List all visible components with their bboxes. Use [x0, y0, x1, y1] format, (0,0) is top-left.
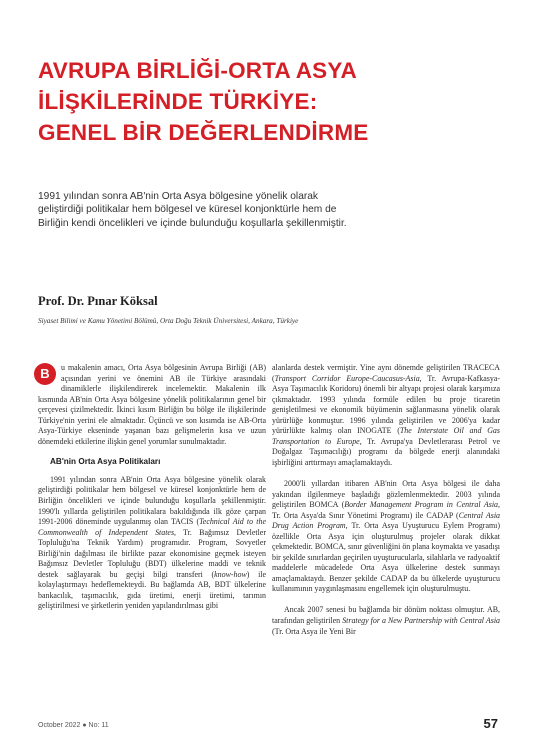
author-affiliation: Siyaset Bilimi ve Kamu Yönetimi Bölümü, Orta Doğu Teknik Üniversitesi, Ankara, Türkiye [38, 317, 299, 325]
author-name: Prof. Dr. Pınar Köksal [38, 294, 158, 308]
title-line-1: AVRUPA BİRLİĞİ-ORTA ASYA [38, 58, 357, 83]
text-run: Ancak 2007 senesi bu bağlamda bir dönüm noktası olmuştur. AB, tarafından geliştirilen [272, 605, 500, 626]
left-column [38, 363, 266, 612]
article-title [38, 55, 508, 148]
abstract-line-2: geliştirdiği politikalar hem bölgesel ve küresel konjonktürle hem de [38, 204, 337, 216]
text-run: ) ile kolaylaştırmayı hedeflemekteydi. Bu bağlamda AB, BDT ülkelerine bankacılık, taşımacılık, gıda üretimi, enerji üretimi, tarımın geliştirilmesi ve şirketlerin yeniden yapılandırılması gibi [38, 569, 266, 611]
text-run: , Tr. Avrupa'ya Devletlerarası Petrol ve Doğalgaz Taşımacılığı) programı da bölgede enerji alanındaki işbirliğini arttırmayı amaçlamaktaydı. [272, 436, 500, 467]
right-column [272, 363, 500, 637]
body-paragraph-2 [272, 363, 500, 468]
text-run: , Tr. Bağımsız Devletler Topluluğu'na Teknik Yardım) programıdır. Program, Sovyetler Birliği'nin dağılması ile birlikte pazar ekonomisine geçmek isteyen Bağımsız Devletler Topluluğu (BDT) ülkelerine maddi ve teknik destek sağlayarak bu geçişi bilgi transferi ( [38, 527, 266, 579]
abstract-line-1: 1991 yılından sonra AB'nin Orta Asya bölgesine yönelik olarak [38, 191, 319, 202]
intro-paragraph [38, 363, 266, 447]
text-run: 2000'li yıllardan itibaren AB'nin Orta Asya bölgesi ile daha yakından ilgilenmeye başladığı gözlemlenmektedir. 2003 yılında geliştirilen BOMCA ( [272, 478, 500, 510]
article-abstract [38, 190, 508, 230]
page-number: 57 [483, 716, 498, 731]
body-paragraph-1 [38, 475, 266, 612]
text-run: (Tr. Orta Asya ile Yeni Bir [272, 626, 356, 636]
intro-text: u makalenin amacı, Orta Asya bölgesinin Avrupa Birliği (AB) açısından yerini ve önemini AB ile Türkiye arasındaki dinamiklerle ilişkilendirerek incelemektir. Makalenin ilk kısmında AB'nin Orta Asya bölgesine yönelik politikalarının genel bir çerçevesi çizilmektedir. İkinci kısım Birliğin bu bölge ile ilişkilerinde Türkiye'nin yerini ele almaktadır. Üçüncü ve son kısımda ise AB-Orta Asya-Türkiye ekseninde yaşanan bazı gelişmelerin kısa ve uzun dönemdeki etkilerine ilişkin genel yorumlar sunulmaktadır. [38, 363, 266, 446]
paragraph-gap [272, 468, 500, 479]
text-run: , Tr. Avrupa-Kafkasya-Asya Taşımacılık Koridoru) önemli bir altyapı projesi olarak karşımıza çıkmaktadır. 1993 yılında formüle edilen bu proje ticaretin genişletilmesi ve ekonomik büyümenin sağlanmasına yönelik olarak yürürlüğe konmuştur. 1996 yılında geliştirilen ve 2006'ya kadar yürürlükte kalmış olan INOGATE ( [272, 373, 500, 436]
issue-info: October 2022 ● No: 11 [38, 722, 109, 729]
text-run: alanlarda destek vermiştir. Yine aynı dönemde geliştirilen TRACECA ( [272, 363, 500, 383]
italic-term: Border Management Program in Central Asia [344, 500, 499, 510]
text-run: , Tr. Orta Asya'da Sınır Yönetimi Programı) ile CADAP ( [272, 500, 500, 520]
body-paragraph-3 [272, 479, 500, 595]
title-line-2: İLİŞKİLERİNDE TÜRKİYE: [38, 89, 318, 114]
text-run: 1991 yılından sonra AB'nin Orta Asya bölgesine yönelik olarak geliştirdiği politikalar hem bölgesel ve küresel konjonktürle hem de Birliğin öncelikleri ve içinde bulunduğu koşullarla şekillenmiştir. 1990'lı yıllarda geliştirilen politikalara bakıldığında ilk göze çarpan 1991-2006 döneminde uygulanmış olan TACIS ( [38, 474, 266, 527]
dropcap-letter: B [34, 363, 56, 385]
italic-term: Technical Aid to the Commonwealth of Independent States [38, 517, 266, 537]
section-heading: AB'nin Orta Asya Politikaları [50, 457, 161, 467]
text-run: , Tr. Orta Asya Uyuşturucu Eylem Programı) özellikle Orta Asya için oluşturulmuş projeler olarak dikkat çekmektedir. BOMCA, sınır güvenliğini ön plana koymakta ve yasadışı bir şekilde sınırlardan geçirilen uyuşturucularla, silahlarla ve radyoaktif maddelerle mücadelede Orta Asya ülkelerine destek sunmayı amaçlamaktaydı. Benzer şekilde CADAP da bu ülkelerde uyuşturucu kullanımının yaygınlaşmasını engellemek için oluşturulmuştu. [272, 521, 500, 594]
body-paragraph-4 [272, 605, 500, 637]
italic-term: The Interstate Oil and Gas Transportation to Europe [272, 426, 500, 446]
italic-term: Strategy for a New Partnership with Central Asia [342, 616, 500, 626]
italic-term: Central Asia Drug Action Program [272, 510, 500, 531]
abstract-line-3: Birliğin kendi öncelikleri ve içinde bulunduğu koşullarla şekillenmiştir. [38, 217, 347, 229]
title-line-3: GENEL BİR DEĞERLENDİRME [38, 120, 369, 145]
italic-term: Transport Corridor Europe-Caucasus-Asia [274, 373, 420, 383]
paragraph-gap [272, 595, 500, 606]
italic-term: know-how [214, 569, 247, 579]
